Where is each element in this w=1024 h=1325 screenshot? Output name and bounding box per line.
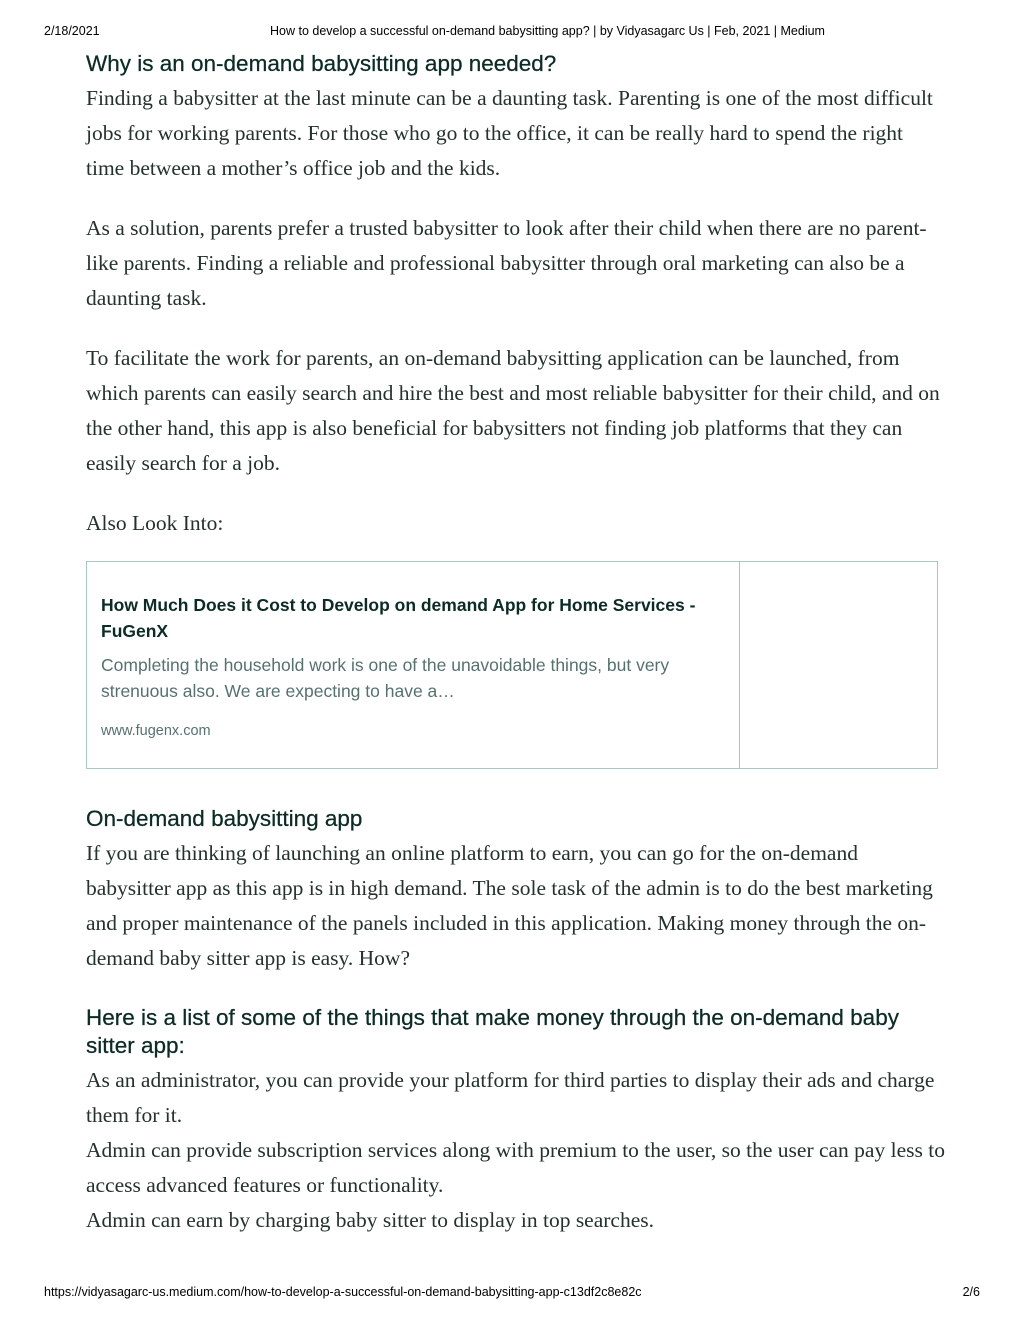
print-page-number: 2/6 bbox=[962, 1285, 980, 1299]
paragraph-launching-platform: If you are thinking of launching an online platform to earn, you can go for the on-demand babysitter app as this app is in high demand. The sole task of the admin is to do the best marketing and proper maintenance of the panels included in this application. Making money through the on-demand baby sitter app is easy. How? bbox=[86, 841, 933, 970]
print-date: 2/18/2021 bbox=[44, 24, 100, 38]
link-preview-card[interactable] bbox=[86, 561, 938, 769]
link-card-title: How Much Does it Cost to Develop on demand App for Home Services - FuGenX bbox=[101, 595, 696, 641]
link-card-text bbox=[101, 592, 721, 740]
line-subscription: Admin can provide subscription services along with premium to the user, so the user can pay less to access advanced features or functionality. bbox=[86, 1138, 945, 1197]
print-page-title: How to develop a successful on-demand babysitting app? | by Vidyasagarc Us | Feb, 2021 | Medium bbox=[270, 24, 825, 38]
section-heading-make-money-list: Here is a list of some of the things that make money through the on-demand baby sitter app: bbox=[86, 1005, 899, 1058]
paragraph-daunting-task: Finding a babysitter at the last minute can be a daunting task. Parenting is one of the most difficult jobs for working parents. For those who go to the office, it can be really hard to spend the right time between a mother’s office job and the kids. bbox=[86, 86, 933, 180]
line-advertising: As an administrator, you can provide your platform for third parties to display their ads and charge them for it. bbox=[86, 1068, 935, 1127]
line-top-searches: Admin can earn by charging baby sitter to display in top searches. bbox=[86, 1208, 655, 1232]
print-url: https://vidyasagarc-us.medium.com/how-to-develop-a-successful-on-demand-babysitting-app-c13df2c8e82c bbox=[44, 1285, 642, 1299]
paragraph-solution: As a solution, parents prefer a trusted babysitter to look after their child when there are no parent-like parents. Finding a reliable and professional babysitter through oral marketing can also be a daunting task. bbox=[86, 216, 927, 310]
print-header bbox=[44, 24, 980, 40]
print-footer bbox=[44, 1285, 980, 1301]
link-card-description: Completing the household work is one of the unavoidable things, but very strenuous also. We are expecting to have a… bbox=[101, 655, 670, 701]
link-card-domain: www.fugenx.com bbox=[101, 723, 211, 739]
paragraph-also-look-into: Also Look Into: bbox=[86, 511, 224, 535]
link-card-thumbnail bbox=[739, 562, 938, 768]
article-body bbox=[86, 50, 946, 1238]
paragraph-facilitate: To facilitate the work for parents, an on-demand babysitting application can be launched, from which parents can easily search and hire the best and most reliable babysitter for their child, and on the other hand, this app is also beneficial for babysitters not finding job platforms that they can easily search for a job. bbox=[86, 346, 940, 475]
section-heading-why-needed: Why is an on-demand babysitting app needed? bbox=[86, 51, 557, 76]
section-heading-on-demand-app: On-demand babysitting app bbox=[86, 806, 363, 831]
